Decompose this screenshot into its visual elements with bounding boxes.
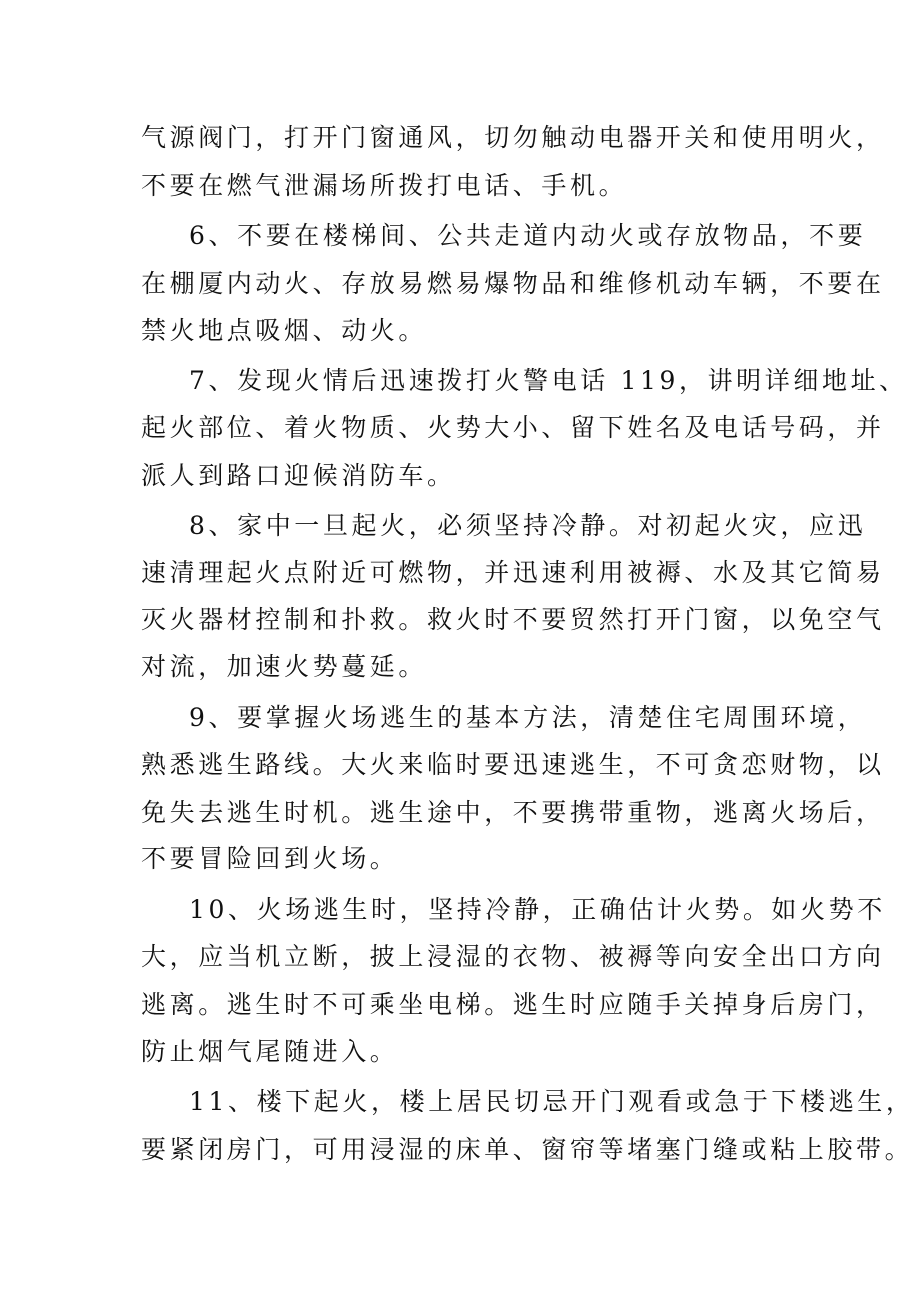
paragraph-6-line: 6、不要在楼梯间、公共走道内动火或存放物品，不要 xyxy=(189,221,867,250)
text-line: 气源阀门，打开门窗通风，切勿触动电器开关和使用明火， xyxy=(141,123,885,152)
paragraph-7-line: 7、发现火情后迅速拨打火警电话 119，讲明详细地址、 xyxy=(189,366,908,395)
text-line: 免失去逃生时机。逃生途中，不要携带重物，逃离火场后， xyxy=(141,798,885,827)
text-line: 熟悉逃生路线。大火来临时要迅速逃生，不可贪恋财物，以 xyxy=(141,750,885,779)
paragraph-9-line: 9、要掌握火场逃生的基本方法，清楚住宅周围环境， xyxy=(189,703,867,732)
text-line: 禁火地点吸烟、动火。 xyxy=(141,316,428,345)
text-line: 防止烟气尾随进入。 xyxy=(141,1037,399,1066)
text-line: 逃离。逃生时不可乘坐电梯。逃生时应随手关掉身后房门， xyxy=(141,990,885,1019)
text-line: 灭火器材控制和扑救。救火时不要贸然打开门窗，以免空气 xyxy=(141,605,885,634)
paragraph-8-line: 8、家中一旦起火，必须坚持冷静。对初起火灾，应迅 xyxy=(189,511,867,540)
text-line: 不要在燃气泄漏场所拨打电话、手机。 xyxy=(141,171,628,200)
text-line: 派人到路口迎候消防车。 xyxy=(141,461,456,490)
text-line: 速清理起火点附近可燃物，并迅速利用被褥、水及其它简易 xyxy=(141,558,885,587)
paragraph-11-line: 11、楼下起火，楼上居民切忌开门观看或急于下楼逃生， xyxy=(189,1087,915,1116)
text-line: 在棚厦内动火、存放易燃易爆物品和维修机动车辆，不要在 xyxy=(141,269,885,298)
text-line: 对流，加速火势蔓延。 xyxy=(141,652,428,681)
paragraph-10-line: 10、火场逃生时，坚持冷静，正确估计火势。如火势不 xyxy=(189,895,886,924)
text-line: 起火部位、着火物质、火势大小、留下姓名及电话号码，并 xyxy=(141,413,885,442)
text-line: 不要冒险回到火场。 xyxy=(141,844,399,873)
text-line: 要紧闭房门，可用浸湿的床单、窗帘等堵塞门缝或粘上胶带。 xyxy=(141,1135,914,1164)
text-line: 大，应当机立断，披上浸湿的衣物、被褥等向安全出口方向 xyxy=(141,942,885,971)
